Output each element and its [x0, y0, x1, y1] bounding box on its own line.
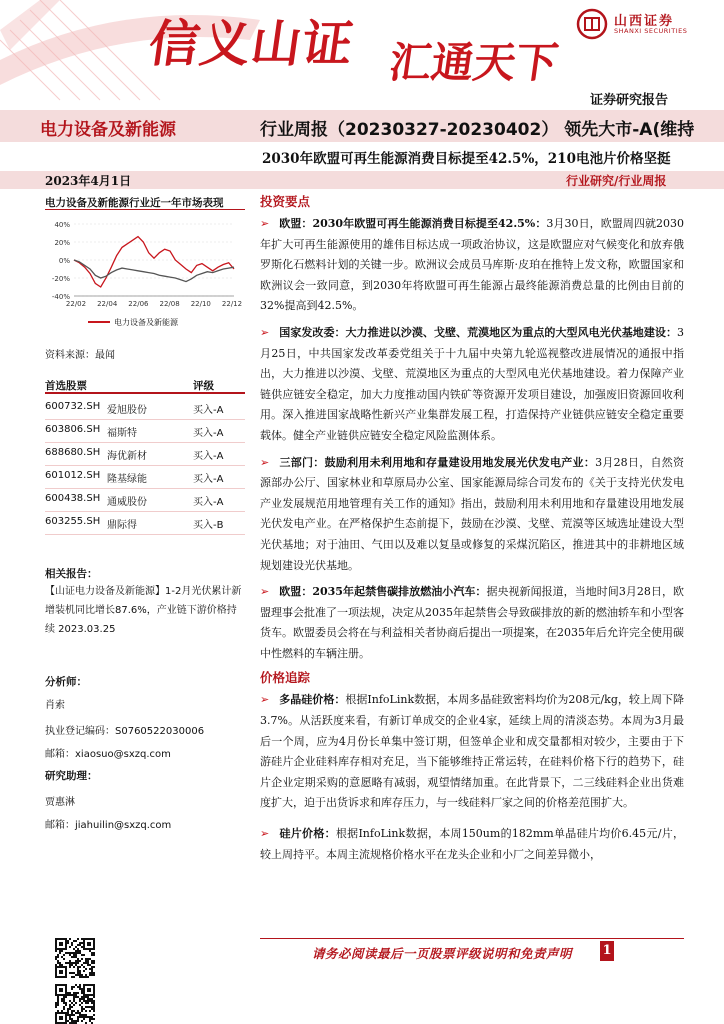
stock-row: [45, 488, 245, 512]
market-performance-chart: [40, 212, 245, 334]
logo-text-en: SHANXI SECURITIES: [614, 27, 688, 35]
paragraph-text: 根据InfoLink数据，本周150um的182mm单晶硅片均价6.45元/片，较上周持平。本周主流规格价格水平在龙头企业和小厂之间差异微小，: [260, 827, 684, 861]
paragraph-text: 据央视新闻报道，当地时间3月28日，欧盟理事会批准了一项法规，决定从2035年起禁售会导致碳排放的新的燃油轿车和小型客货车。欧盟委员会将在与利益相关者协商后提出一项提案，在2035年后允许完全使用碳中性燃料的车辆注册。: [260, 585, 684, 660]
stock-code: 603806.SH: [45, 424, 101, 435]
slogan-part1: 信义山证: [145, 14, 358, 73]
stock-rating: 买入-A: [193, 405, 224, 416]
disclaimer-notice: 请务必阅读最后一页股票评级说明和免责声明: [312, 946, 573, 961]
paragraph-three-depts: [260, 453, 684, 577]
y-tick-label: -40%: [51, 293, 70, 301]
x-tick-label: 22/04: [97, 300, 118, 308]
stock-code: 601012.SH: [45, 470, 101, 481]
slogan-part2: 汇通天下: [386, 38, 562, 87]
chart-title-rule: [45, 209, 245, 210]
paragraph-wafer: [260, 824, 684, 865]
sector-name: 电力设备及新能源: [40, 120, 176, 140]
qr-code-icon[interactable]: [55, 984, 95, 1024]
stock-rating: 买入-A: [193, 428, 224, 439]
y-tick-label: 40%: [54, 221, 70, 229]
stock-rating: 买入-A: [193, 497, 224, 508]
stock-code: 603255.SH: [45, 516, 101, 527]
assistant-name: 贾惠淋: [45, 797, 75, 808]
x-tick-label: 22/02: [65, 300, 87, 308]
section-price-tracking: 价格追踪: [260, 670, 311, 686]
paragraph-lead: 三部门：鼓励利用未利用地和存量建设用地发展光伏发电产业：: [279, 455, 596, 469]
stock-name: 海优新材: [107, 451, 147, 462]
paragraph-text: 3月25日，中共国家发改革委党组关于十九届中央第九轮巡视整改进展情况的通报中指出，大力推进以沙漠、戈壁、荒漠地区为重点的大型风电光伏基地建设。着力保障产业链供应链安全稳定，加大力度推动国内铁矿等资源开发项目建设，加强废旧资源回收利用。深入推进国家战略性新兴产业集群发展工程，打造保持产业链供应链安全稳定重要载体。健全产业链供应链安全稳定风险监测体系。: [260, 325, 684, 442]
paragraph-text: 根据InfoLink数据，本周多晶硅致密料均价为208元/kg，较上周下降3.7%。从活跃度来看，有新订单成交的企业4家，延续上周的清淡态势。本周为3月最后一个周，应为4月份长单集中签订期，但签单企业和成交量都相对较少，主要由于下游硅片企业硅料库存相对充足，当下能够维持正常运转，在硅料价格下行的趋势下，硅片企业定期采购的意愿略有减弱，观望情绪加重。在此背景下，二三线硅料企业出货难度扩大，迫于出货诉求和库存压力，与一线硅料厂家之间的价格差范围扩大。: [260, 693, 685, 810]
analyst-title: 分析师：: [45, 676, 87, 688]
bullet-arrow-icon: ➢: [260, 693, 270, 707]
stock-table-rule: [45, 392, 245, 394]
stock-row: [45, 419, 245, 443]
paragraph-lead: 国家发改委：大力推进以沙漠、戈壁、荒漠地区为重点的大型风电光伏基地建设：: [279, 325, 677, 339]
stock-name: 通威股份: [107, 497, 147, 508]
paragraph-lead: 欧盟：2030年欧盟可再生能源消费目标提至42.5%：: [279, 217, 547, 230]
stock-rating: 买入-A: [193, 451, 224, 462]
report-category: 行业研究/行业周报: [566, 174, 667, 188]
bullet-arrow-icon: ➢: [260, 455, 270, 469]
report-subtitle: 2030年欧盟可再生能源消费目标提至42.5%，210电池片价格坚挺: [262, 151, 671, 167]
stock-row: [45, 396, 245, 420]
stock-name: 爱旭股份: [107, 405, 147, 416]
x-tick-label: 22/06: [128, 300, 149, 308]
legend-label: 电力设备及新能源: [114, 318, 178, 327]
paragraph-lead: 多晶硅价格：: [279, 693, 346, 707]
paragraph-ndrc: [260, 323, 684, 447]
report-type: 证券研究报告: [590, 93, 669, 108]
y-tick-label: -20%: [51, 275, 70, 283]
y-tick-label: 0%: [58, 257, 70, 265]
paragraph-polysilicon: [260, 690, 684, 814]
related-report-link[interactable]: 【山证电力设备及新能源】1-2月光伏累计新增装机同比增长87.6%，产业链下游价格持续 2023.03.25: [45, 586, 242, 635]
analyst-email[interactable]: 邮箱：xiaosuo@sxzq.com: [45, 749, 171, 760]
stock-code: 600732.SH: [45, 401, 101, 412]
stock-name: 鼎际得: [107, 520, 137, 531]
x-tick-label: 22/08: [159, 300, 180, 308]
company-logo-icon: [576, 8, 608, 44]
analyst-name: 肖索: [45, 700, 65, 711]
bullet-arrow-icon: ➢: [260, 325, 270, 339]
assistant-email[interactable]: 邮箱：jiahuilin@sxzq.com: [45, 820, 172, 831]
stock-row: [45, 465, 245, 489]
stock-name: 隆基绿能: [107, 474, 147, 485]
report-date: 2023年4月1日: [45, 174, 132, 188]
paragraph-eu-target: [260, 214, 684, 317]
bullet-arrow-icon: ➢: [260, 585, 270, 599]
stock-row: [45, 511, 245, 535]
x-tick-label: 22/10: [190, 300, 211, 308]
paragraph-text: 3月30日，欧盟周四就2030年扩大可再生能源使用的雄伟目标达成一项政治协议，这是欧盟应对气候变化和放弃俄罗斯化石燃料计划的关键一步。欧洲议会成员马库斯·皮珀在推特上发文称，欧盟国家和欧洲议会一致同意，到2030年将欧盟可再生能源占最终能源消费总量的比例由目前的32%提高到42.5%。: [260, 217, 685, 313]
assistant-title: 研究助理：: [45, 770, 98, 782]
stock-name: 福斯特: [107, 428, 137, 439]
data-source: 资料来源：最闻: [45, 350, 115, 361]
y-tick-label: 20%: [54, 239, 70, 247]
bullet-arrow-icon: ➢: [260, 217, 270, 230]
section-investment-highlights: 投资要点: [260, 194, 311, 209]
bullet-arrow-icon: ➢: [260, 827, 270, 841]
header-code: 首选股票: [45, 380, 87, 392]
series-line-0: [74, 237, 234, 287]
header-rating: 评级: [193, 380, 214, 392]
qr-code-icon[interactable]: [55, 938, 95, 978]
analyst-cert: 执业登记编码：S0760522030006: [45, 726, 205, 737]
stock-rating: 买入-B: [193, 520, 224, 531]
footer-rule: [260, 938, 684, 939]
paragraph-text: 3月28日，自然资源部办公厅、国家林业和草原局办公室、国家能源局综合司发布的《关于支持光伏发电产业发展规范用地管理有关工作的通知》指出，鼓励利用未利用地和存量建设用地发展光伏发电产业。在严格保护生态前提下，鼓励在沙漠、戈壁、荒漠等区域选址建设大型光伏基地；对于油田、气田以及难以复垦或修复的采煤沉陷区，推进其中的非耕地区域规划建设光伏基地。: [260, 455, 685, 572]
stock-code: 600438.SH: [45, 493, 101, 504]
x-tick-label: 22/12: [221, 300, 243, 308]
paragraph-lead: 硅片价格：: [279, 827, 336, 841]
chart-title: 电力设备及新能源行业近一年市场表现: [45, 197, 224, 209]
page-number: 1: [600, 941, 614, 961]
stock-rating: 买入-A: [193, 474, 224, 485]
stock-row: [45, 442, 245, 466]
report-title: 行业周报（20230327-20230402） 领先大市-A(维持: [260, 120, 695, 140]
paragraph-eu-fuel-ban: [260, 582, 684, 664]
related-reports-title: 相关报告：: [45, 568, 98, 580]
series-line-1: [74, 260, 234, 282]
logo-text-cn: 山西证券: [614, 14, 675, 29]
paragraph-lead: 欧盟：2035年起禁售碳排放燃油小汽车：: [279, 585, 487, 599]
main-content: [260, 190, 684, 865]
stock-code: 688680.SH: [45, 447, 101, 458]
